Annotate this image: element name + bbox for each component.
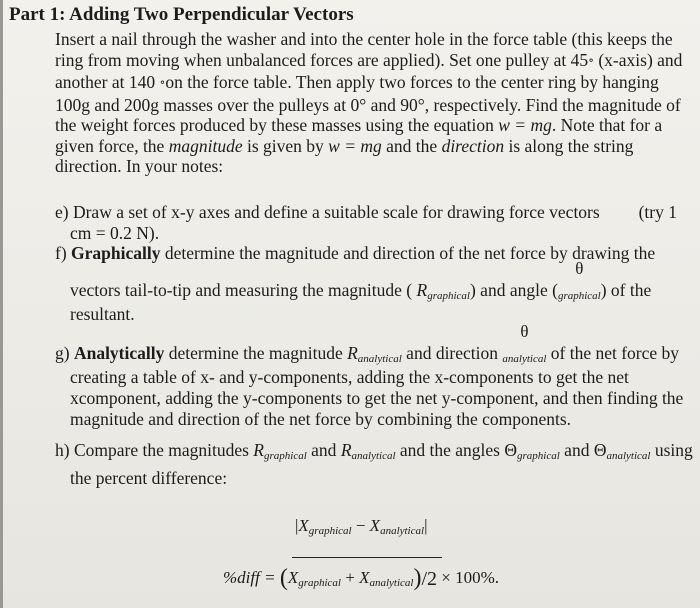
symbol-R: R xyxy=(347,343,358,363)
equation: w = mg xyxy=(498,115,552,135)
emphasis: direction xyxy=(441,135,505,156)
theta-symbol: θ xyxy=(575,259,584,278)
theta-symbol: Θ xyxy=(593,440,607,460)
text: determine the magnitude xyxy=(164,343,348,363)
text: determine the magnitude and direction of the net force by drawing the xyxy=(160,243,656,263)
item-f-line xyxy=(55,259,695,304)
symbol-R: R xyxy=(253,440,264,460)
text: is given by xyxy=(242,135,329,156)
theta-analytical xyxy=(502,322,547,367)
text: the weight forces produced by these masses using the equation xyxy=(55,115,499,135)
item-h-line xyxy=(55,440,695,464)
emphasis: magnitude xyxy=(168,135,243,156)
item-g-line: xcomponent, adding the y-components to get the net y-component, and then finding the xyxy=(70,388,684,408)
subscript: analytical xyxy=(369,577,414,589)
emphasis: Graphically xyxy=(71,243,161,263)
theta-symbol: Θ xyxy=(504,440,518,460)
symbol-X: X xyxy=(359,568,370,587)
text: and the angles xyxy=(395,440,505,460)
formula-numerator xyxy=(295,516,427,536)
text: h) Compare the magnitudes xyxy=(55,440,254,460)
equation: w = mg xyxy=(328,135,382,156)
subscript: graphical xyxy=(517,450,560,462)
paren: ) xyxy=(413,565,422,591)
text: on the force table. Then apply two forces to the center ring by hanging xyxy=(165,72,659,92)
text: direction. In your notes: xyxy=(55,156,224,176)
symbol-R: R xyxy=(416,280,428,300)
text: of the net force by xyxy=(546,343,680,363)
text: given force, the xyxy=(55,135,169,156)
item-h-line: the percent difference: xyxy=(70,468,228,488)
item-e-line xyxy=(55,202,695,223)
text: g) xyxy=(55,343,74,363)
subscript: graphical xyxy=(264,450,307,462)
item-h xyxy=(55,440,695,489)
text: and direction xyxy=(401,343,503,363)
fraction-bar xyxy=(292,557,442,558)
emphasis: Analytically xyxy=(73,343,165,363)
theta-graphical xyxy=(557,259,601,304)
text: ) and angle ( xyxy=(469,280,558,300)
divide-by-two: /2 xyxy=(421,568,438,590)
intro-line xyxy=(55,136,695,157)
text: and xyxy=(306,440,341,460)
text: and xyxy=(559,440,594,460)
subscript: graphical xyxy=(298,577,341,589)
item-g-line: magnitude and direction of the net force by combining the components. xyxy=(70,409,572,429)
formula-lhs: %diff = xyxy=(223,568,280,587)
subscript: analytical xyxy=(606,450,651,462)
formula-denominator xyxy=(223,565,499,592)
subscript: graphical xyxy=(557,290,601,302)
intro-line xyxy=(55,95,695,116)
abs-bar: | xyxy=(424,516,428,535)
subscript: graphical xyxy=(308,525,352,537)
item-f-line xyxy=(55,243,695,264)
text: Insert a nail through the washer and into the center hole in the force table (this keeps the xyxy=(55,29,673,49)
degree-symbol: ∘ xyxy=(588,52,594,67)
symbol-R: R xyxy=(340,440,352,460)
text: ) of the xyxy=(600,280,652,300)
item-g xyxy=(55,322,695,430)
item-e xyxy=(55,202,695,244)
subscript: analytical xyxy=(502,353,547,365)
operator: − xyxy=(351,516,370,535)
text: e) Draw a set of x-y axes and define a suitable scale for drawing force vectors xyxy=(55,202,600,222)
text: using xyxy=(650,440,693,460)
symbol-X: X xyxy=(369,516,381,535)
text: f) xyxy=(55,243,72,263)
abs-bar: | xyxy=(295,516,299,535)
intro-line xyxy=(55,50,695,73)
text: 100g and 200g masses over the pulleys at 0° and 90°, respectively. Find the magnitude of xyxy=(55,94,681,115)
subscript: analytical xyxy=(380,525,425,537)
text: and the xyxy=(381,135,442,156)
degree-symbol: ∘ xyxy=(159,75,166,89)
paren: ( xyxy=(279,565,288,591)
text: (x-axis) and xyxy=(593,49,683,70)
symbol-X: X xyxy=(298,516,309,535)
text: is along the string xyxy=(504,135,634,156)
text: ring from moving when unbalanced forces are applied). Set one pulley at 45 xyxy=(55,49,589,70)
intro-paragraph xyxy=(55,29,695,177)
subscript: analytical xyxy=(357,353,402,365)
item-g-line: creating a table of x- and y-components, adding the x-components to get the net xyxy=(70,367,629,387)
intro-line xyxy=(55,115,695,136)
section-title: Part 1: Adding Two Perpendicular Vectors xyxy=(9,4,354,25)
operator: × 100%. xyxy=(437,568,500,587)
symbol-X: X xyxy=(287,568,299,587)
intro-line xyxy=(55,156,695,177)
operator: + xyxy=(340,568,360,587)
text: vectors tail-to-tip and measuring the magnitude ( xyxy=(70,280,417,300)
subscript: analytical xyxy=(351,450,396,462)
text: . Note that for a xyxy=(551,115,663,135)
item-f-line: resultant. xyxy=(70,304,135,324)
text: (try 1 xyxy=(638,202,677,222)
subscript: graphical xyxy=(427,290,470,302)
intro-line xyxy=(55,29,695,50)
theta-symbol: θ xyxy=(520,322,529,341)
item-f xyxy=(55,243,695,325)
intro-line xyxy=(55,72,695,95)
item-g-line xyxy=(55,322,695,367)
item-e-line: cm = 0.2 N). xyxy=(70,223,160,243)
text: another at 140 xyxy=(55,72,160,92)
